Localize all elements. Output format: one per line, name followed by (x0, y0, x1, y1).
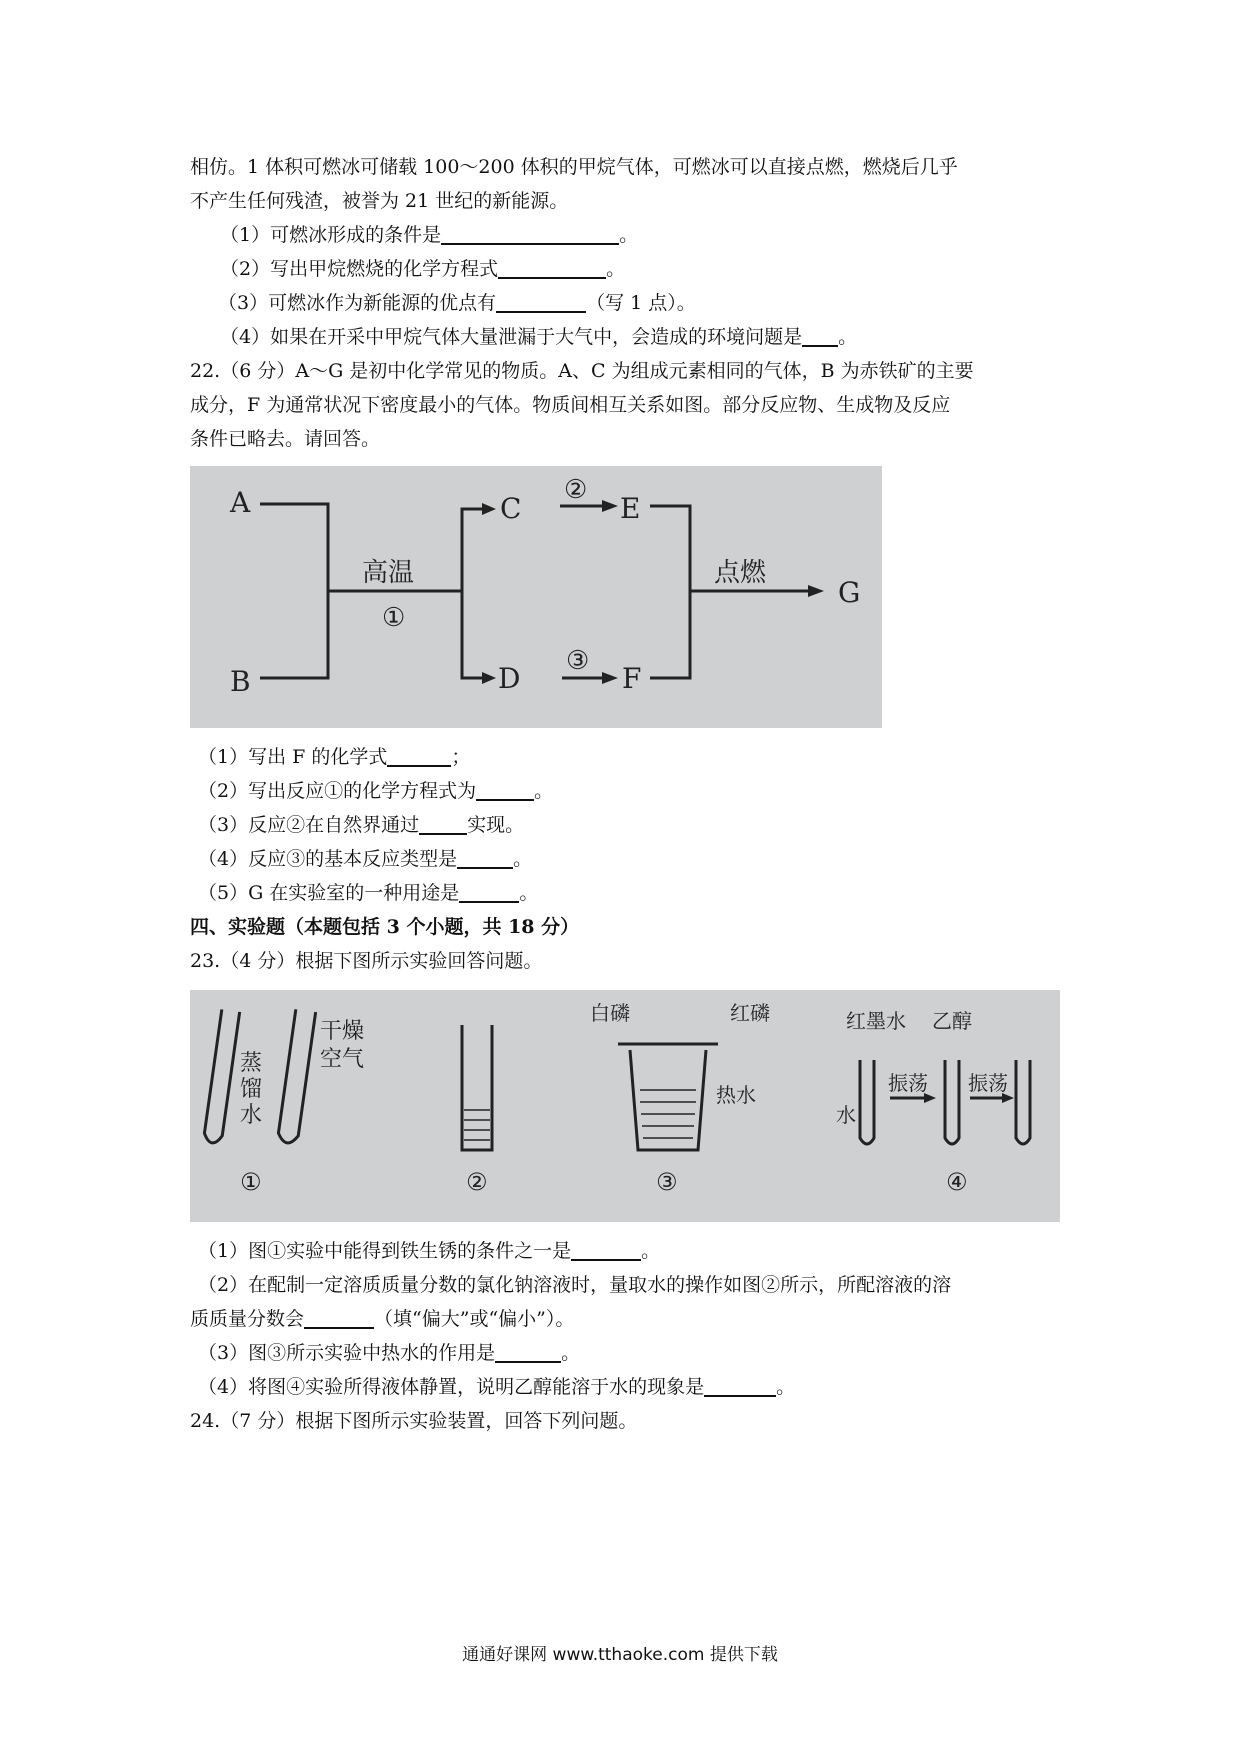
q24-title: 24.（7 分）根据下图所示实验装置，回答下列问题。 (190, 1410, 638, 1432)
q22-sub-1: （1）写出 F 的化学式 ； (190, 740, 1060, 774)
q23-sub-1: （1）图①实验中能得到铁生锈的条件之一是 。 (190, 1234, 1060, 1268)
node-f: F (622, 662, 642, 695)
answer-blank[interactable] (496, 289, 586, 313)
figure-number-1: ① (240, 1168, 262, 1196)
node-b: B (230, 665, 251, 698)
q22-sub-2: （2）写出反应①的化学方程式为 。 (190, 774, 1060, 808)
answer-blank[interactable] (387, 743, 451, 767)
answer-blank[interactable] (419, 811, 467, 835)
label-distilled-2: 馏 (240, 1077, 263, 1102)
answer-blank[interactable] (704, 1373, 776, 1397)
label-shake-1: 振荡 (888, 1071, 928, 1095)
q22-sub-3: （3）反应②在自然界通过 实现。 (190, 808, 1060, 842)
q23-title: 23.（4 分）根据下图所示实验回答问题。 (190, 950, 543, 972)
experiment-figure (190, 990, 1060, 1222)
label-red-ink: 红墨水 (846, 1009, 906, 1033)
node-e: E (620, 492, 641, 525)
label-dry-air-1: 干燥 (320, 1019, 365, 1044)
condition-high-temp: 高温 (362, 558, 415, 588)
node-g: G (838, 576, 861, 609)
label-ethanol: 乙醇 (932, 1009, 972, 1033)
figure-number-2: ② (466, 1168, 488, 1196)
answer-blank[interactable] (457, 845, 513, 869)
q21-sub-1: （1）可燃冰形成的条件是 。 (190, 218, 1060, 252)
label-distilled-1: 蒸 (240, 1051, 263, 1076)
answer-blank[interactable] (304, 1305, 374, 1329)
label-red-phosphorus: 红磷 (730, 1001, 770, 1025)
label-shake-2: 振荡 (968, 1071, 1008, 1095)
label-white-phosphorus: 白磷 (590, 1001, 630, 1025)
figure-number-4: ④ (946, 1168, 968, 1196)
intro-line-1: 相仿。1 体积可燃冰可储载 100～200 体积的甲烷气体，可燃冰可以直接点燃，燃烧后几乎 (190, 156, 958, 178)
node-d: D (498, 662, 521, 695)
label-hot-water: 热水 (716, 1083, 756, 1107)
footer-credit: 通通好课网 www.tthaoke.com 提供下载 (462, 1645, 778, 1665)
answer-blank[interactable] (802, 323, 838, 347)
label-distilled-3: 水 (240, 1103, 263, 1128)
answer-blank[interactable] (476, 777, 534, 801)
answer-blank[interactable] (441, 221, 619, 245)
q22-stem-3: 条件已略去。请回答。 (190, 428, 381, 450)
q21-sub-2: （2）写出甲烷燃烧的化学方程式 。 (190, 252, 1060, 286)
reaction-number-1: ① (382, 603, 406, 633)
answer-blank[interactable] (571, 1237, 641, 1261)
reaction-diagram (190, 466, 882, 728)
answer-blank[interactable] (495, 1339, 561, 1363)
answer-blank[interactable] (498, 255, 606, 279)
reaction-number-2: ② (564, 475, 588, 505)
page-content (190, 150, 1060, 1438)
q22-sub-4: （4）反应③的基本反应类型是 。 (190, 842, 1060, 876)
node-a: A (230, 486, 251, 519)
q23-sub-2-line-1: （2）在配制一定溶质质量分数的氯化钠溶液时，量取水的操作如图②所示，所配溶液的溶 (198, 1274, 952, 1296)
q22-stem-1: 22.（6 分）A～G 是初中化学常见的物质。A、C 为组成元素相同的气体，B 为赤铁矿的主要 (190, 360, 974, 382)
section-heading: 四、实验题（本题包括 3 个小题，共 18 分） (190, 916, 580, 938)
q21-sub-3: （3）可燃冰作为新能源的优点有 （写 1 点）。 (190, 286, 1060, 320)
q23-sub-4: （4）将图④实验所得液体静置，说明乙醇能溶于水的现象是 。 (190, 1370, 1060, 1404)
label-dry-air-2: 空气 (320, 1047, 365, 1072)
q23-sub-2-line-2: 质质量分数会 （填“偏大”或“偏小”）。 (190, 1302, 1060, 1336)
q23-sub-3: （3）图③所示实验中热水的作用是 。 (190, 1336, 1060, 1370)
figure-number-3: ③ (656, 1168, 678, 1196)
intro-line-2: 不产生任何残渣，被誉为 21 世纪的新能源。 (190, 190, 569, 212)
q21-sub-4: （4）如果在开采中甲烷气体大量泄漏于大气中，会造成的环境问题是 。 (190, 320, 1060, 354)
label-water: 水 (836, 1103, 856, 1127)
reaction-number-3: ③ (566, 646, 590, 676)
q22-sub-5: （5）G 在实验室的一种用途是 。 (190, 876, 1060, 910)
condition-ignite: 点燃 (714, 558, 767, 588)
q22-stem-2: 成分，F 为通常状况下密度最小的气体。物质间相互关系如图。部分反应物、生成物及反应 (190, 394, 951, 416)
node-c: C (500, 492, 522, 525)
answer-blank[interactable] (459, 879, 519, 903)
